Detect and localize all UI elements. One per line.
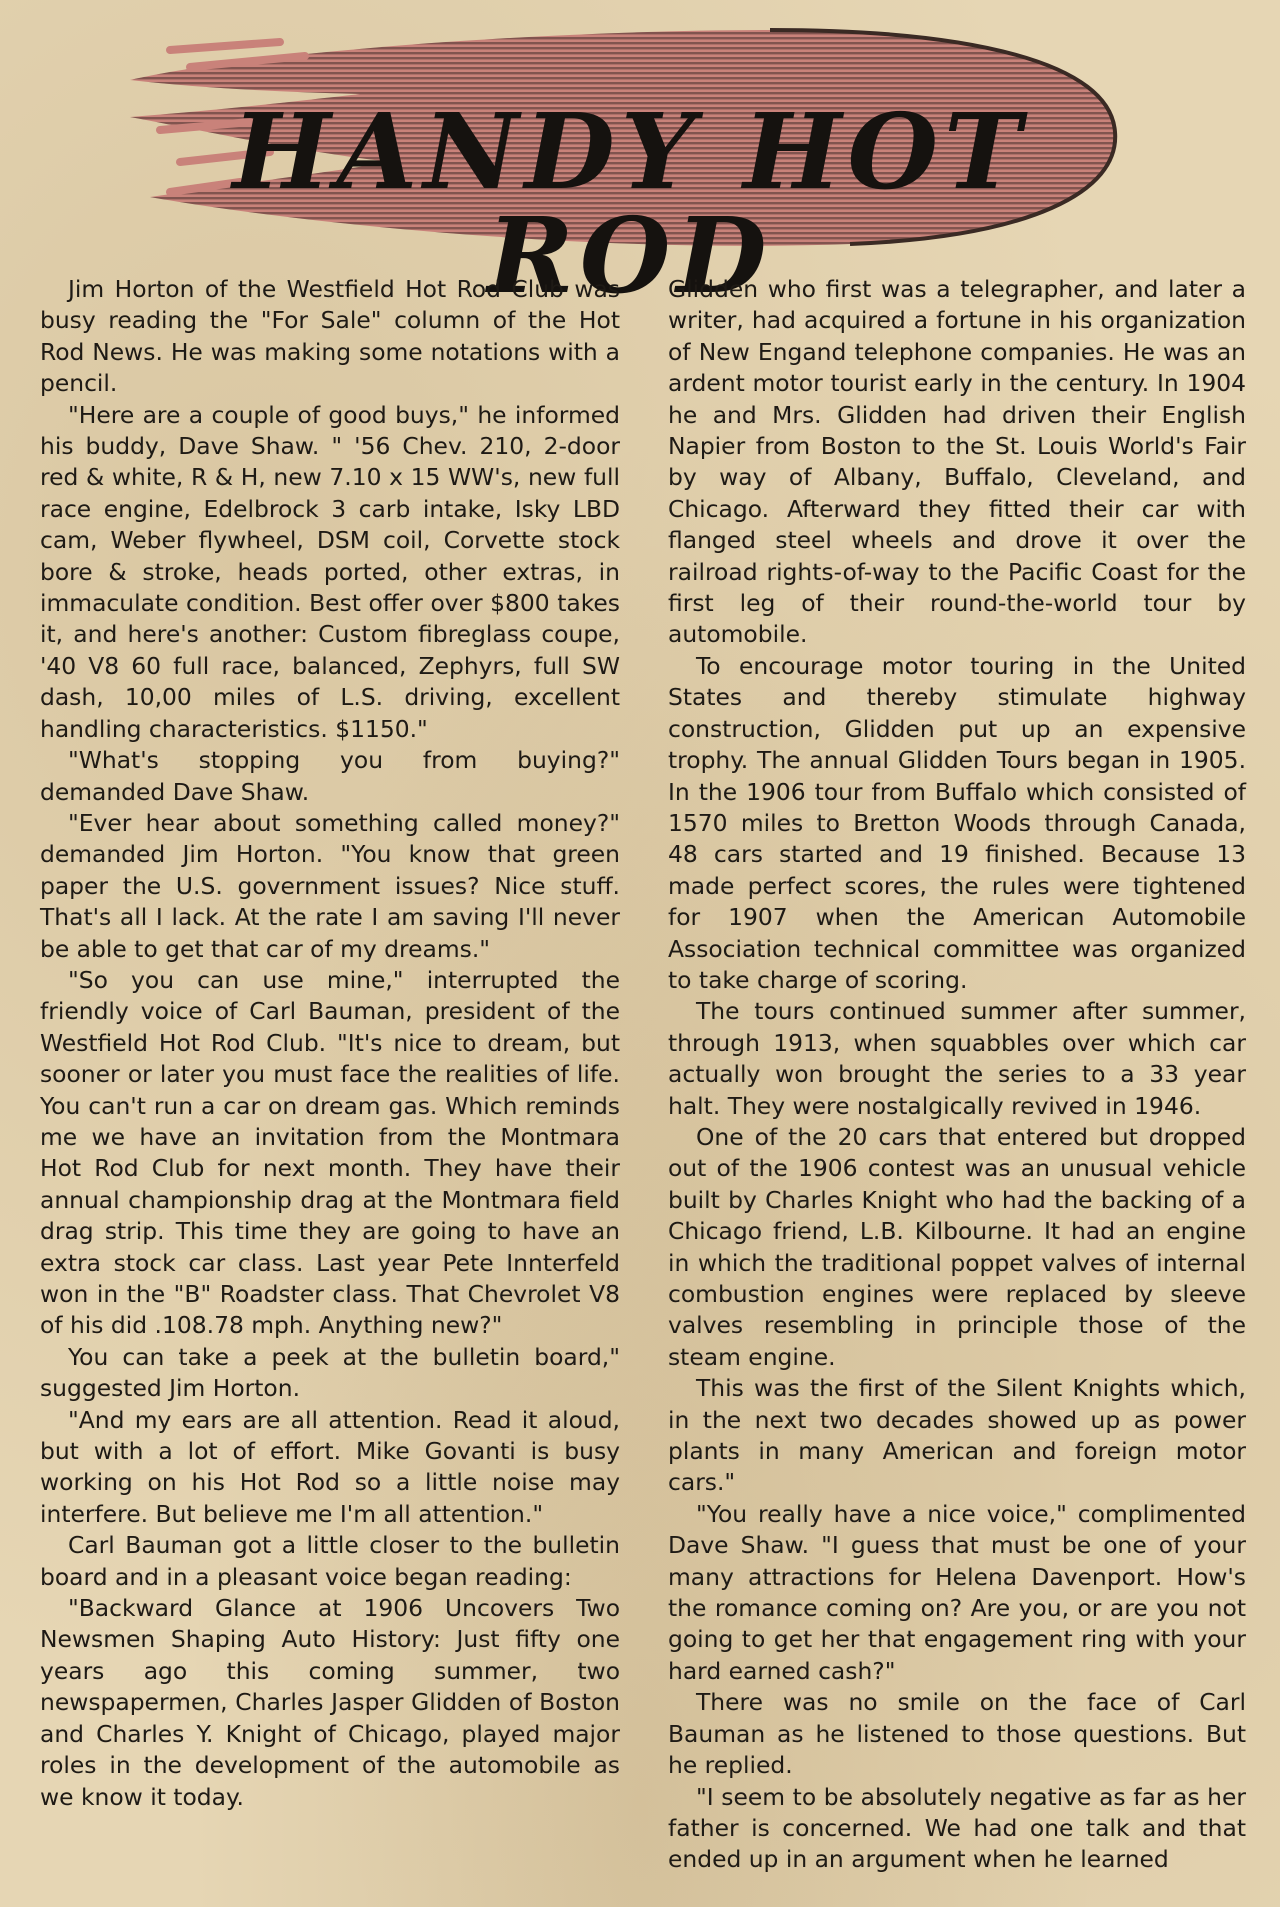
paragraph: "Ever hear about something called money?" demanded Jim Horton. "You know that green paper the U.S. government issues? Nice stuff. That's all I lack. At the rate I am saving I'll never be able to get that car of my dreams.": [40, 808, 620, 963]
paragraph: "You really have a nice voice," complimented Dave Shaw. "I guess that must be one of your many attractions for Helena Davenport. How's the romance coming on? Are you, or are you not going to get her that engagement ring with your hard earned cash?": [668, 1499, 1246, 1685]
paragraph: Carl Bauman got a little closer to the bulletin board and in a pleasant voice began reading:: [40, 1531, 620, 1591]
title-banner: [130, 22, 1130, 317]
paragraph: To encourage motor touring in the United States and thereby stimulate highway construction, Glidden put up an expensive trophy. The annual Glidden Tours began in 1905. In the 1906 tour from Buffalo which consisted of 1570 miles to Bretton Woods through Canada, 48 cars started and 19 finished. Because 13 made perfect scores, the rules were tightened for 1907 when the American Automobile Association technical committee was organized to take charge of scoring.: [668, 651, 1246, 994]
paragraph: One of the 20 cars that entered but dropped out of the 1906 contest was an unusual vehicle built by Charles Knight who had the backing of a Chicago friend, L.B. Kilbourne. It had an engine in which the traditional poppet valves of internal combustion engines were replaced by sleeve valves resembling in principle those of the steam engine.: [668, 1122, 1246, 1371]
paragraph: "So you can use mine," interrupted the friendly voice of Carl Bauman, president of the Westfield Hot Rod Club. "It's nice to dream, but sooner or later you must face the realities of life. You can't run a car on dream gas. Which reminds me we have an invitation from the Montmara Hot Rod Club for next month. They have their annual championship drag at the Montmara field drag strip. This time they are going to have an extra stock car class. Last year Pete Innterfeld won in the "B" Roadster class. That Chevrolet V8 of his did .108.78 mph. Anything new?": [40, 965, 620, 1340]
paragraph: Glidden who first was a telegrapher, and later a writer, had acquired a fortune in his organization of New Engand telephone companies. He was an ardent motor tourist early in the century. In 1904 he and Mrs. Glidden had driven their English Napier from Boston to the St. Louis World's Fair by way of Albany, Buffalo, Cleveland, and Chicago. Afterward they fitted their car with flanged steel wheels and drove it over the railroad rights-of-way to the Pacific Coast for the first leg of their round-the-world tour by automobile.: [668, 275, 1246, 649]
paragraph: "Here are a couple of good buys," he informed his buddy, Dave Shaw. " '56 Chev. 210, 2-door red & white, R & H, new 7.10 x 15 WW's, new full race engine, Edelbrock 3 carb intake, Isky LBD cam, Weber flywheel, DSM coil, Corvette stock bore & stroke, heads ported, other extras, in immaculate condition. Best offer over $800 takes it, and here's another: Custom fibreglass coupe, '40 V8 60 full race, balanced, Zephyrs, full SW dash, 10,00 miles of L.S. driving, excellent handling characteristics. $1150.": [40, 400, 620, 743]
paragraph: "And my ears are all attention. Read it aloud, but with a lot of effort. Mike Govanti is busy working on his Hot Rod so a little noise may interfere. But believe me I'm all attention.": [40, 1405, 620, 1528]
paragraph: "What's stopping you from buying?" demanded Dave Shaw.: [40, 746, 620, 806]
paragraph: There was no smile on the face of Carl Bauman as he listened to those questions. But he replied.: [668, 1688, 1246, 1780]
left-column: [40, 274, 620, 1813]
paragraph: Jim Horton of the Westfield Hot Rod Club was busy reading the "For Sale" column of the Hot Rod News. He was making some notations with a pencil.: [40, 275, 620, 398]
paragraph: This was the first of the Silent Knights which, in the next two decades showed up as power plants in many American and foreign motor cars.": [668, 1374, 1246, 1497]
right-column: [668, 274, 1246, 1876]
paragraph: You can take a peek at the bulletin board," suggested Jim Horton.: [40, 1342, 620, 1403]
page-title: HANDY HOT ROD: [232, 90, 1028, 317]
paragraph: "Backward Glance at 1906 Uncovers Two Newsmen Shaping Auto History: Just fifty one years ago this coming summer, two newspapermen, Charles Jasper Glidden of Boston and Charles Y. Knight of Chicago, played major roles in the development of the automobile as we know it today.: [40, 1594, 620, 1811]
paragraph: The tours continued summer after summer, through 1913, when squabbles over which car actually won brought the series to a 33 year halt. They were nostalgically revived in 1946.: [668, 997, 1246, 1120]
paragraph: "I seem to be absolutely negative as far as her father is concerned. We had one talk and that ended up in an argument when he learned: [668, 1782, 1246, 1874]
